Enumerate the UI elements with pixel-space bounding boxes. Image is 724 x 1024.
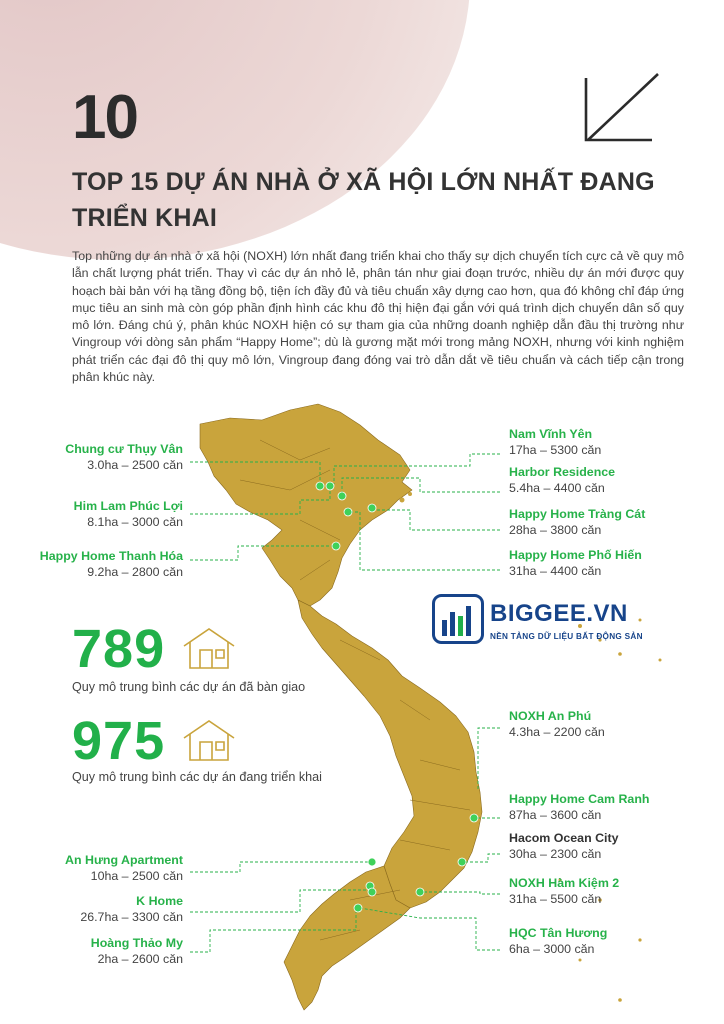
- project-detail: 10ha – 2500 căn: [90, 869, 183, 883]
- stat-ongoing-value: 975: [72, 711, 166, 771]
- project-label-hacom: [509, 830, 619, 862]
- project-label-thanh-hoa: [40, 548, 183, 580]
- project-name: Happy Home Tràng Cát: [509, 507, 646, 521]
- project-name: Hacom Ocean City: [509, 831, 619, 845]
- project-detail: 3.0ha – 2500 căn: [87, 458, 183, 472]
- project-name: Chung cư Thụy Vân: [65, 442, 183, 456]
- project-label-an-phu: [509, 708, 605, 740]
- stat-delivered-value: 789: [72, 619, 166, 679]
- project-label-hoang-thao-my: [91, 935, 183, 967]
- project-name: NOXH An Phú: [509, 709, 592, 723]
- project-label-pho-hien: [509, 547, 642, 579]
- project-detail: 8.1ha – 3000 căn: [87, 515, 183, 529]
- project-detail: 4.3ha – 2200 căn: [509, 725, 605, 739]
- project-detail: 28ha – 3800 căn: [509, 523, 602, 537]
- project-label-nam-vinh-yen: [509, 426, 601, 458]
- page-title: TOP 15 DỰ ÁN NHÀ Ở XÃ HỘI LỚN NHẤT ĐANG TRIỂN KHAI: [72, 168, 655, 232]
- project-detail: 31ha – 4400 căn: [509, 564, 602, 578]
- project-name: NOXH Hàm Kiệm 2: [509, 876, 620, 890]
- project-name: K Home: [136, 894, 183, 908]
- project-name: Him Lam Phúc Lợi: [73, 499, 183, 513]
- project-label-harbor-residence: [509, 464, 615, 496]
- project-detail: 30ha – 2300 căn: [509, 847, 602, 861]
- house-icon: [182, 626, 236, 670]
- stat-ongoing-caption: Quy mô trung bình các dự án đang triển khai: [72, 770, 322, 784]
- project-detail: 17ha – 5300 căn: [509, 443, 602, 457]
- project-detail: 31ha – 5500 căn: [509, 892, 602, 906]
- project-name: An Hưng Apartment: [65, 853, 183, 867]
- project-name: Harbor Residence: [509, 465, 616, 479]
- project-detail: 5.4ha – 4400 căn: [509, 481, 605, 495]
- project-name: Happy Home Cam Ranh: [509, 792, 650, 806]
- project-name: Happy Home Thanh Hóa: [39, 549, 183, 563]
- project-detail: 87ha – 3600 căn: [509, 808, 602, 822]
- project-name: Hoàng Thảo My: [90, 936, 183, 950]
- stat-delivered-caption: Quy mô trung bình các dự án đã bàn giao: [72, 680, 306, 694]
- project-label-cam-ranh: [509, 791, 649, 823]
- project-label-ham-kiem: [509, 875, 619, 907]
- intro-paragraph: Top những dự án nhà ở xã hội (NOXH) lớn nhất đang triển khai cho thấy sự dịch chuyển tích cực cả về quy mô lẫn chất lượng phát triển. Thay vì các dự án nhỏ lẻ, phân tán như giai đoạn trước, nhiều dự án mới được quy hoạch bài bản với hạ tầng đồng bộ, tiện ích đầy đủ và tiêu chuẩn xây dựng cao hơn, qua đó không chỉ đáp ứng mục tiêu an sinh mà còn góp phần định hình các khu đô thị hiện đại gắn với quá trình dịch chuyển dân số quy mô lớn. Đáng chú ý, phân khúc NOXH hiện có sự tham gia của những doanh nghiệp dẫn đầu thị trường như Vingroup với dòng sản phẩm “Happy Home”; dù là gương mặt mới trong mảng NOXH, nhưng với kinh nghiệm phát triển các đại đô thị quy mô lớn, Vingroup đang đóng vai trò dẫn dắt về tiêu chuẩn và cách tiếp cận trong phân khúc này.: [72, 249, 684, 385]
- project-name: HQC Tân Hương: [509, 926, 608, 940]
- project-detail: 2ha – 2600 căn: [97, 952, 183, 966]
- project-detail: 6ha – 3000 căn: [509, 942, 595, 956]
- brand-tagline: NỀN TẢNG DỮ LIỆU BẤT ĐỘNG SẢN: [490, 632, 643, 641]
- biggee-logo-icon: [432, 594, 484, 644]
- house-icon: [182, 718, 236, 762]
- project-label-an-hung: [65, 852, 183, 884]
- project-detail: 26.7ha – 3300 căn: [80, 910, 183, 924]
- project-name: Happy Home Phố Hiến: [509, 548, 642, 562]
- page-number: 10: [72, 83, 137, 152]
- brand-name: BIGGEE.VN: [490, 600, 628, 627]
- project-detail: 9.2ha – 2800 căn: [87, 565, 183, 579]
- project-label-tan-huong: [509, 925, 607, 957]
- project-name: Nam Vĩnh Yên: [509, 427, 593, 441]
- project-label-k-home: [80, 893, 183, 925]
- project-label-him-lam: [74, 498, 183, 530]
- project-label-thuy-van: [65, 441, 183, 473]
- project-label-trang-cat: [509, 506, 645, 538]
